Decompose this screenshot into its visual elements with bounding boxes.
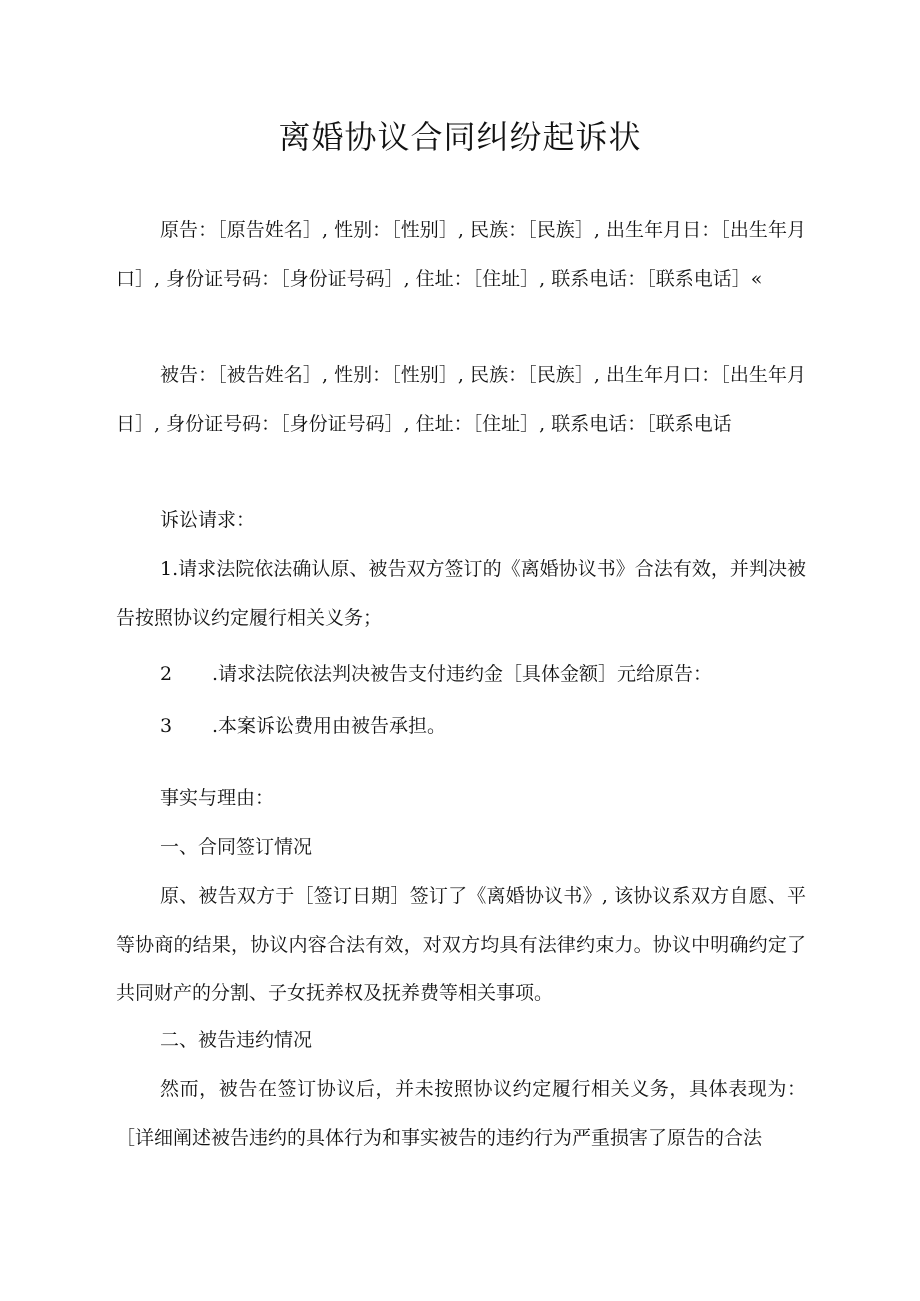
claim-number: 3 — [160, 715, 173, 737]
section1-heading: 一、合同签订情况 — [160, 836, 313, 858]
claim-text: .本案诉讼费用由被告承担。 — [212, 715, 447, 737]
claim-text: .请求法院依法确认原、被告双方签订的《离婚协议书》合法有效，并判决被告按照协议约定履行相关义务； — [116, 558, 806, 629]
claim-item-3 — [160, 702, 446, 751]
plaintiff-info: 原告：［原告姓名］, 性别：［性别］, 民族：［民族］, 出生年月日：［出生年月口］, 身份证号码：［身份证号码］, 住址：［住址］, 联系电话：［联系电话］« — [116, 219, 806, 290]
section2-heading: 二、被告违约情况 — [160, 1029, 313, 1051]
claims-heading: 诉讼请求： — [160, 509, 256, 531]
section1-text: 原、被告双方于［签订日期］签订了《离婚协议书》, 该协议系双方自愿、平等协商的结果，协议内容合法有效，对双方均具有法律约束力。协议中明确约定了共同财产的分割、子女抚养权及抚养费等相关事项。 — [116, 885, 806, 1004]
facts-heading: 事实与理由： — [160, 787, 275, 809]
section2-text: 然而，被告在签订协议后，并未按照协议约定履行相关义务，具体表现为：［详细阐述被告违约的具体行为和事实被告的违约行为严重损害了原告的合法 — [116, 1078, 806, 1149]
document-title: 离婚协议合同纠纷起诉状 — [278, 118, 642, 156]
claim-number: 2 — [160, 663, 173, 685]
claim-number: 1 — [160, 558, 173, 580]
defendant-info: 被告：［被告姓名］, 性别：［性别］, 民族：［民族］, 出生年月口：［出生年月日］, 身份证号码：［身份证号码］, 住址：［住址］, 联系电话：［联系电话 — [116, 364, 806, 435]
claim-text: .请求法院依法判决被告支付违约金［具体金额］元给原告： — [212, 663, 713, 685]
claim-item-1 — [116, 545, 806, 642]
claim-item-2 — [160, 650, 712, 699]
